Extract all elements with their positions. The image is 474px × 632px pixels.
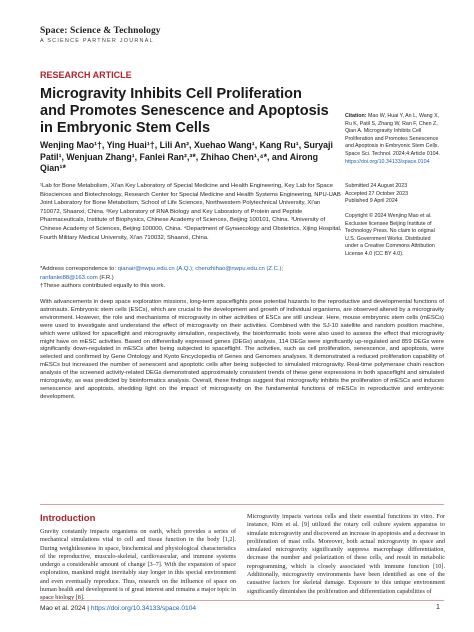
introduction-right-column: Microgravity impacts various cells and their essential functions in vitro. For instance, Kim et al. [9] utilized the rotary cell culture system apparatus to simulate microgravity and discovered an increase in apoptosis and a decrease in proliferation of mast cells. Moreover, both actual microgravity in space and simulated microgravity significantly suppress macrophage differentiation, decrease the number and polarization of these cells, and result in metabolic reprogramming, which is closely associated with immune function [10]. Additionally, microgravity environments have been identified as one of the causative factors for skeletal damage. Exposure to this unique environment significantly diminishes the proliferation and differentiation capabilities of xyxy=(247,513,445,595)
page-number: 1 xyxy=(436,604,440,611)
article-type-label: RESEARCH ARTICLE xyxy=(40,70,132,80)
correspondence-emails[interactable]: qianair@nwpu.edu.cn (A.Q.); chenzhihao@nwpu.edu.cn (Z.C.); ranfanlei88@163.com xyxy=(40,266,284,281)
section-divider xyxy=(40,504,444,505)
citation-doi-link[interactable]: https://doi.org/10.34133/space.0104 xyxy=(345,158,430,165)
copyright-notice: Copyright © 2024 Wenjing Mao et al. Exclusive licensee Beijing Institute of Technology Press. No claim to original U.S. Government Works. Distributed under a Creative Commons Attribution License 4.0 (CC BY 4.0). xyxy=(345,213,435,257)
journal-tagline: A SCIENCE PARTNER JOURNAL xyxy=(40,38,154,44)
footer-divider xyxy=(40,600,444,601)
affiliations: ¹Lab for Bone Metabolism, Xi'an Key Laboratory of Special Medicine and Health Engineering, Key Lab for Space Biosciences and Biotechnology, Research Center for Special Medicine and Health Systems Engineering, NPU-UAB Joint Laboratory for Bone Metabolism, School of Life Sciences, Northwestern Polytechnical University, Xi'an 710072, Shaanxi, China. ²Key Laboratory of RNA Biology and Key Laboratory of Protein and Peptide Pharmaceuticals, Institute of Biophysics, Chinese Academy of Sciences, Beijing 100101, China. ³University of Chinese Academy of Sciences, Beijing 100000, China. ⁴Department of Gynaecology and Obstetrics, Xijing Hospital, Fourth Military Medical University, Xi'an 710032, Shaanxi, China. xyxy=(40,183,342,241)
footer-citation xyxy=(40,605,196,612)
footer-author-year: Mao et al. 2024 | xyxy=(40,605,91,612)
accepted-date: Accepted 27 October 2023 xyxy=(345,190,409,197)
journal-name: Space: Science & Technology xyxy=(40,26,161,36)
equal-contribution-note: †These authors contributed equally to this work. xyxy=(40,283,166,290)
correspondence-suffix: (F.R.) xyxy=(97,274,114,281)
footer-doi-link[interactable]: https://doi.org/10.34133/space.0104 xyxy=(90,605,197,612)
published-date: Published 9 April 2024 xyxy=(345,198,398,205)
citation-text: Mao W, Huai Y, An L, Wang X, Ru K, Patil S, Zhang W, Ran F, Chen Z, Qian A. Microgravity Inhibits Cell Proliferation and Promotes Senescence and Apoptosis in Embryonic Stem Cells. Space Sci. Technol. 2024;4:Article 0104. xyxy=(345,113,441,157)
correspondence-block xyxy=(40,265,342,291)
correspondence-prefix: *Address correspondence to: xyxy=(40,266,118,272)
dates-block xyxy=(345,183,445,206)
citation-label: Citation: xyxy=(345,113,367,119)
citation-block xyxy=(345,113,445,166)
introduction-heading: Introduction xyxy=(40,513,96,524)
author-list: Wenjing Mao¹†, Ying Huai¹†, Lili An², Xuehao Wang¹, Kang Ru¹, Suryaji Patil¹, Wenjuan Zhang¹, Fanlei Ran²,³*, Zhihao Chen¹,⁴*, and Airong Qian¹* xyxy=(40,140,333,174)
abstract: With advancements in deep space exploration missions, long-term spaceflights pose potential hazards to the reproductive and developmental functions of astronauts. Embryonic stem cells (ESCs), which are crucial to the development and growth of individual organisms, are observed altered by a microgravity environment. However, the role and mechanisms of microgravity in other activities of ESCs are still unclear. Here, mouse embryonic stem cells (mESCs) were used to investigate and understand the effect of microgravity on their activities. Combined with the SJ-10 satellite and random position machine, which were utilized for spaceflight and microgravity simulation, respectively, the bioinformatic tools were also used to assess the effect that microgravity might have on mESC activities. Based on differentially expressed genes (DEGs) analysis, 114 DEGs were significantly up-regulated and 859 DEGs were significantly down-regulated in mESCs after being subjected to spaceflight. The activities, such as cell proliferation, senescence, and apoptosis, were selected and confirmed by Gene Ontology and Kyoto Encyclopedia of Genes and Genomes analyses. It demonstrated a reduced proliferation capability of mESCs but increased the number of senescent and apoptotic cells after being subjected to simulated microgravity. Real-time polymerase chain reaction analysis of the screened activity-related DEGs demonstrated approximately consistent trends of these gene expressions in both spaceflight and simulated microgravity, as was predicted by bioinformatics analysis. Overall, these findings suggest that microgravity inhibits the proliferation of mESCs and induces senescence and apoptosis, shedding light on the impact of microgravity on the fundamental functions of mESCs in reproductive and embryonic development. xyxy=(40,299,444,400)
submitted-date: Submitted 24 August 2023 xyxy=(345,183,408,189)
introduction-left-column: Gravity constantly impacts organisms on earth, which provides a series of mechanical simulations vital to cell and tissue function in the body [1,2]. During weightlessness in space, biochemical and physiological characteristics of the reproductive, musculo-skeletal, cardiovascular, and immune systems undergo a considerable amount of change [3–7]. With the expansion of space exploration, mankind might inevitably stay longer in this special environment and even eventually reproduce. Thus, research on the influence of space on human health and development is of great interest and remains a major topic in space biology [8]. xyxy=(40,528,236,602)
article-title: Microgravity Inhibits Cell Proliferation and Promotes Senescence and Apoptosis in Embryonic Stem Cells xyxy=(40,86,329,136)
